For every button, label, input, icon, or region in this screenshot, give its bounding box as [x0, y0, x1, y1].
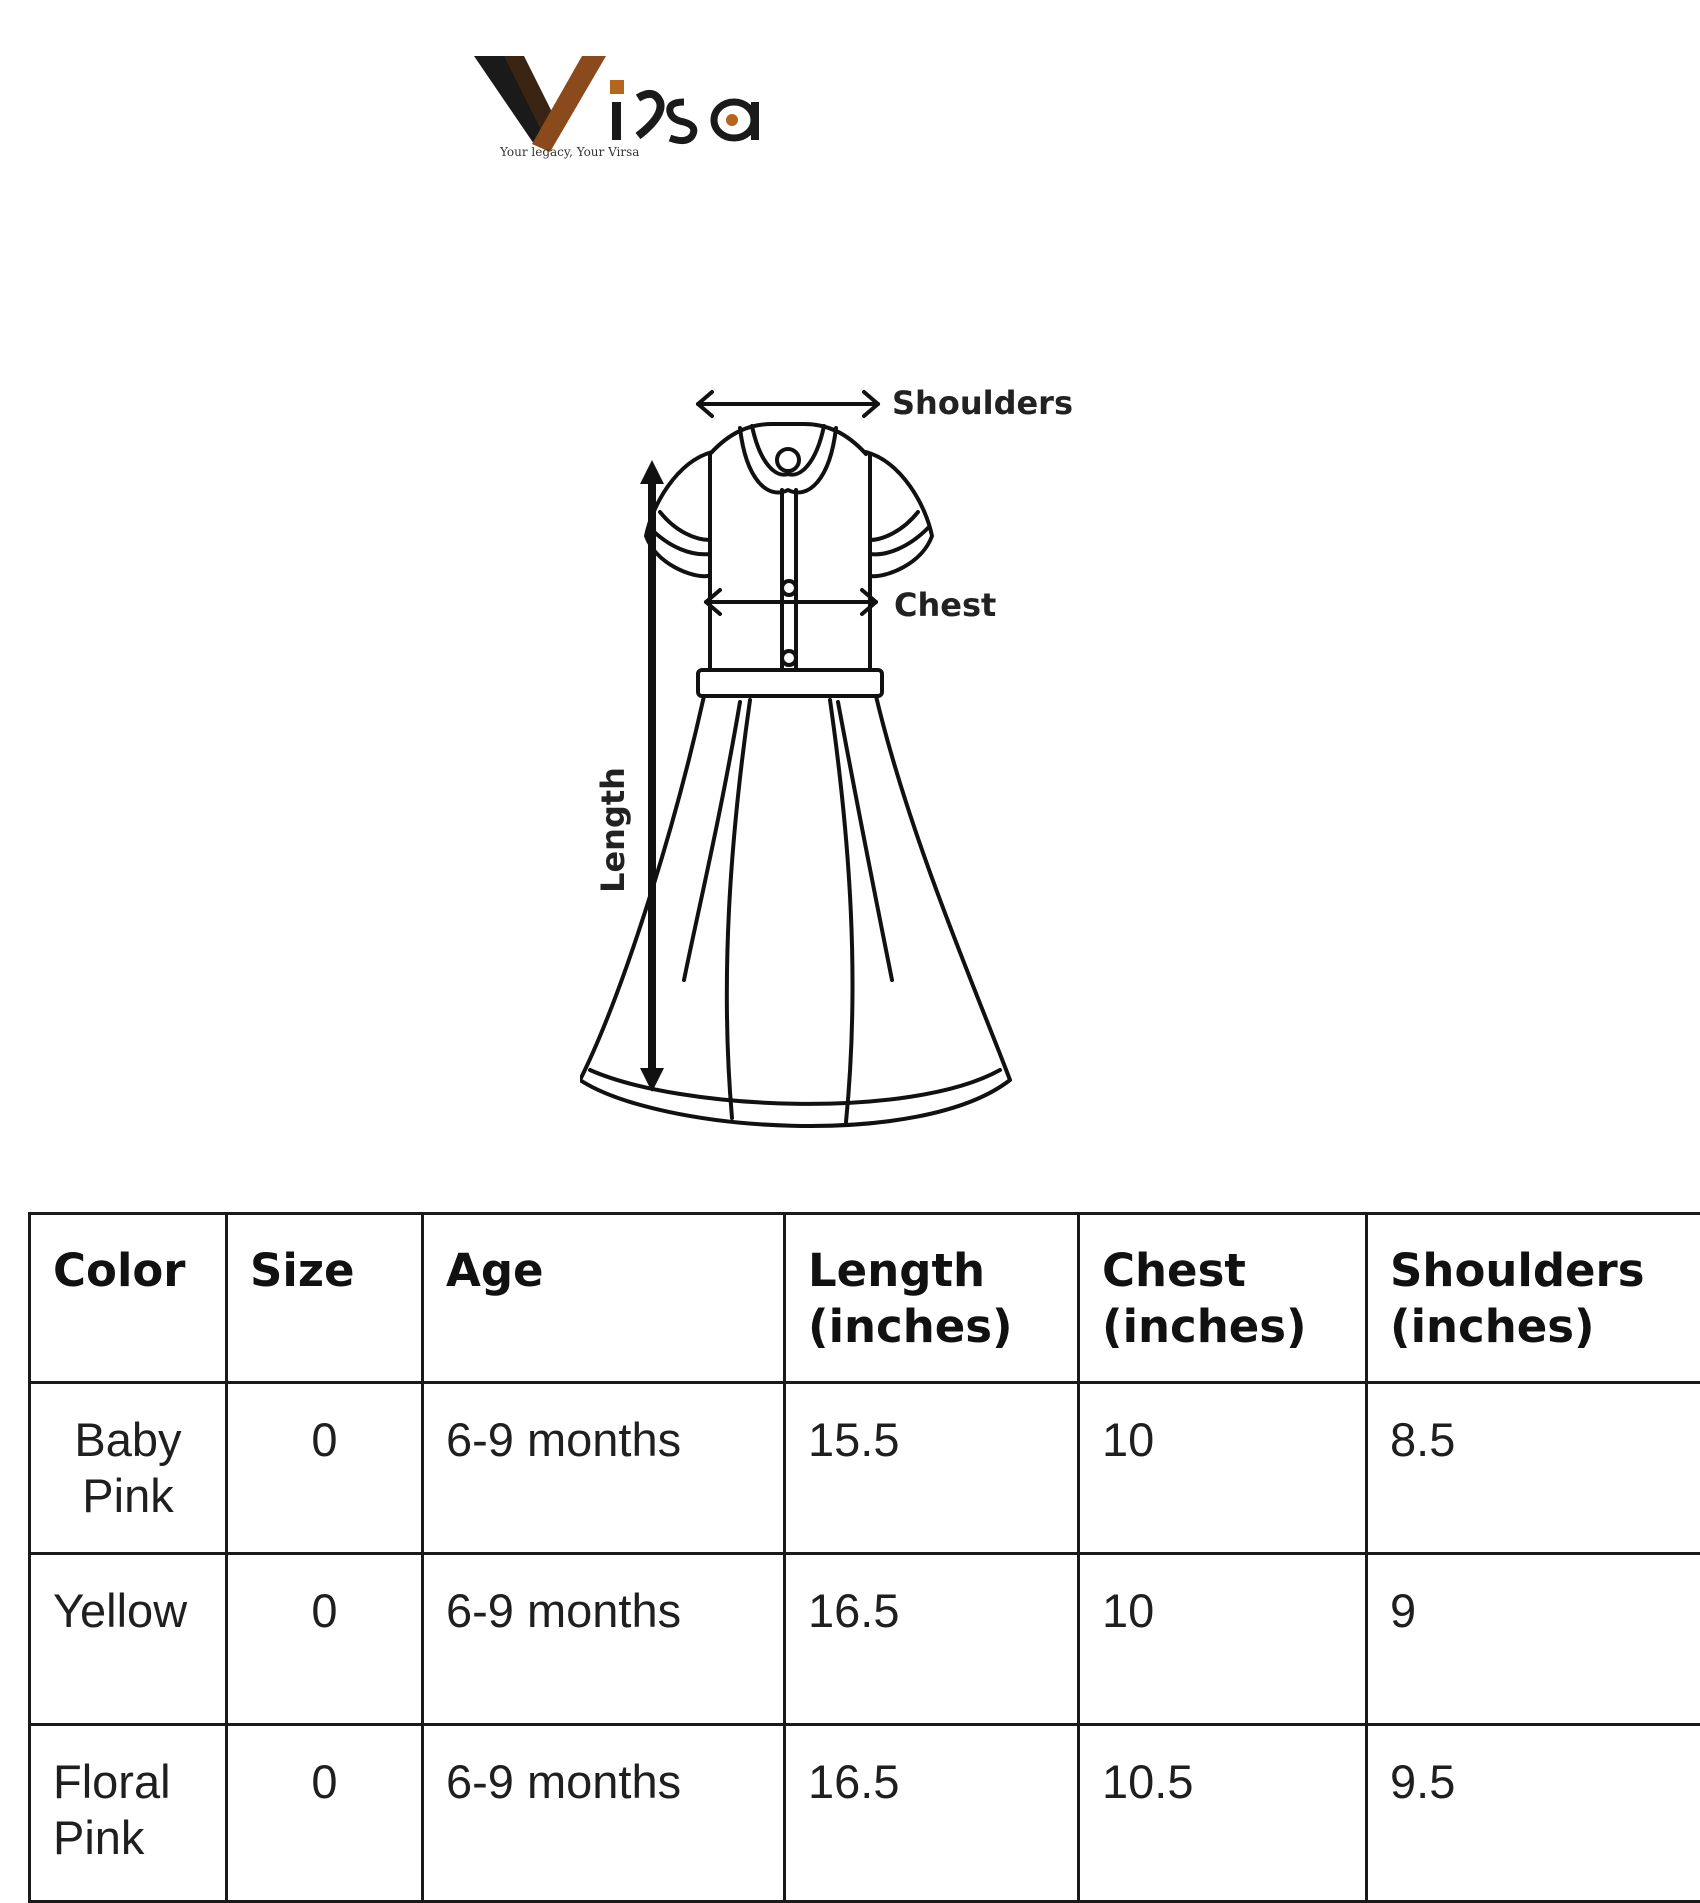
table-header-row: [30, 1214, 1700, 1383]
cell-chest: 10.5: [1079, 1725, 1367, 1902]
cell-age: 6-9 months: [423, 1383, 785, 1554]
table-row: [30, 1554, 1700, 1725]
dress-outline-icon: [580, 380, 1300, 1140]
table-row: [30, 1725, 1700, 1902]
cell-age: 6-9 months: [423, 1725, 785, 1902]
header-shoulders: Shoulders (inches): [1367, 1214, 1700, 1383]
brand-logo: [470, 40, 830, 160]
header-chest: Chest (inches): [1079, 1214, 1367, 1383]
size-diagram: [580, 380, 1300, 1140]
header-size: Size: [227, 1214, 423, 1383]
header-color: Color: [30, 1214, 227, 1383]
cell-length: 16.5: [785, 1554, 1079, 1725]
chest-label: Chest: [894, 586, 996, 624]
size-chart-table: [28, 1212, 1700, 1903]
cell-color: Yellow: [30, 1554, 227, 1725]
cell-length: 15.5: [785, 1383, 1079, 1554]
cell-size: 0: [227, 1725, 423, 1902]
cell-color: Floral Pink: [30, 1725, 227, 1902]
cell-size: 0: [227, 1383, 423, 1554]
header-age: Age: [423, 1214, 785, 1383]
cell-color: Baby Pink: [30, 1383, 227, 1554]
cell-shoulders: 9: [1367, 1554, 1700, 1725]
cell-length: 16.5: [785, 1725, 1079, 1902]
length-label: Length: [594, 767, 632, 893]
cell-size: 0: [227, 1554, 423, 1725]
cell-shoulders: 8.5: [1367, 1383, 1700, 1554]
cell-shoulders: 9.5: [1367, 1725, 1700, 1902]
shoulders-label: Shoulders: [892, 384, 1073, 422]
cell-age: 6-9 months: [423, 1554, 785, 1725]
cell-chest: 10: [1079, 1383, 1367, 1554]
brand-tagline: Your legacy, Your Virsa: [499, 145, 639, 159]
cell-chest: 10: [1079, 1554, 1367, 1725]
table-row: [30, 1383, 1700, 1554]
header-length: Length (inches): [785, 1214, 1079, 1383]
